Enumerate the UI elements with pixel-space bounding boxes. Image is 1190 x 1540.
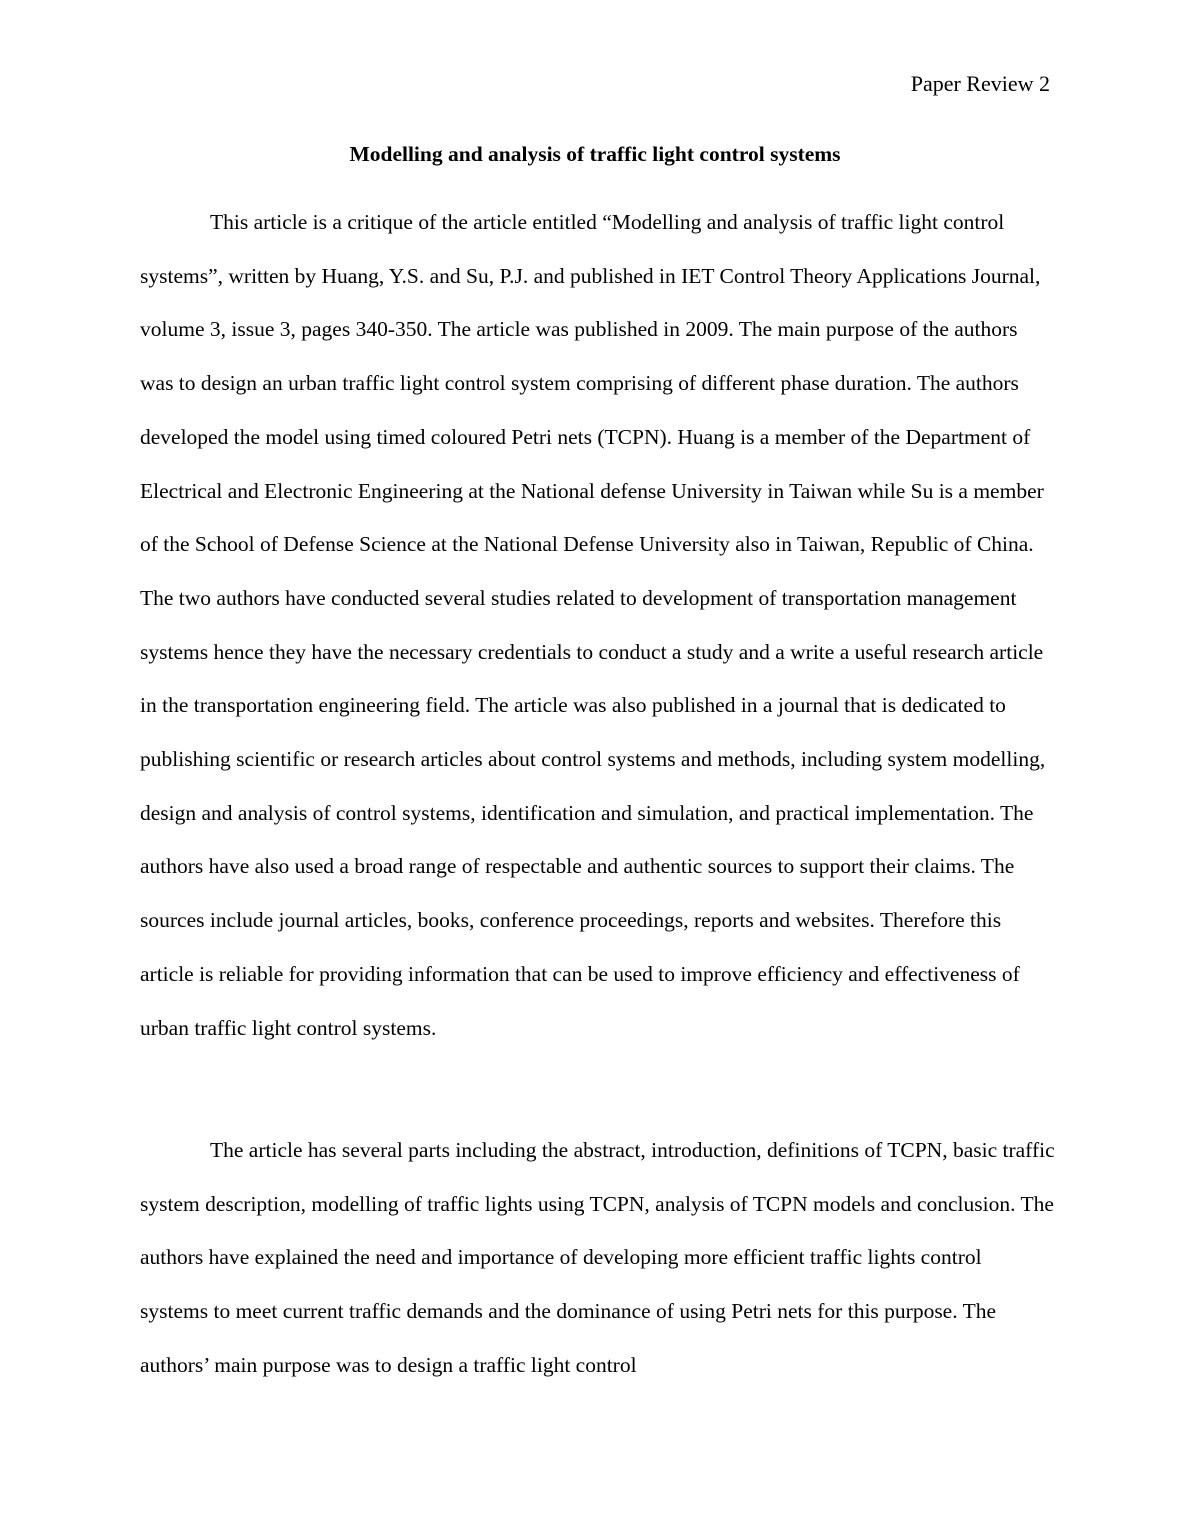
- running-head: Paper Review 2: [910, 71, 1050, 96]
- body-paragraph-2: The article has several parts including the abstract, introduction, definitions of TCPN, basic traffic system description, modelling of traffic lights using TCPN, analysis of TCPN models and conclusion. The authors have explained the need and importance of developing more efficient traffic lights control systems to meet current traffic demands and the dominance of using Petri nets for this purpose. The authors’ main purpose was to design a traffic light control: [140, 1138, 1055, 1377]
- body-paragraph-1: This article is a critique of the article entitled “Modelling and analysis of traffic light control systems”, written by Huang, Y.S. and Su, P.J. and published in IET Control Theory Applications Journal, volume 3, issue 3, pages 340-350. The article was published in 2009. The main purpose of the authors was to design an urban traffic light control system comprising of different phase duration. The authors developed the model using timed coloured Petri nets (TCPN). Huang is a member of the Department of Electrical and Electronic Engineering at the National defense University in Taiwan while Su is a member of the School of Defense Science at the National Defense University also in Taiwan, Republic of China. The two authors have conducted several studies related to development of transportation management systems hence they have the necessary credentials to conduct a study and a write a useful research article in the transportation engineering field. The article was also published in a journal that is dedicated to publishing scientific or research articles about control systems and methods, including system modelling, design and analysis of control systems, identification and simulation, and practical implementation. The authors have also used a broad range of respectable and authentic sources to support their claims. The sources include journal articles, books, conference proceedings, reports and websites. Therefore this article is reliable for providing information that can be used to improve efficiency and effectiveness of urban traffic light control systems.: [140, 210, 1046, 1040]
- document-title: Modelling and analysis of traffic light control systems: [349, 142, 841, 166]
